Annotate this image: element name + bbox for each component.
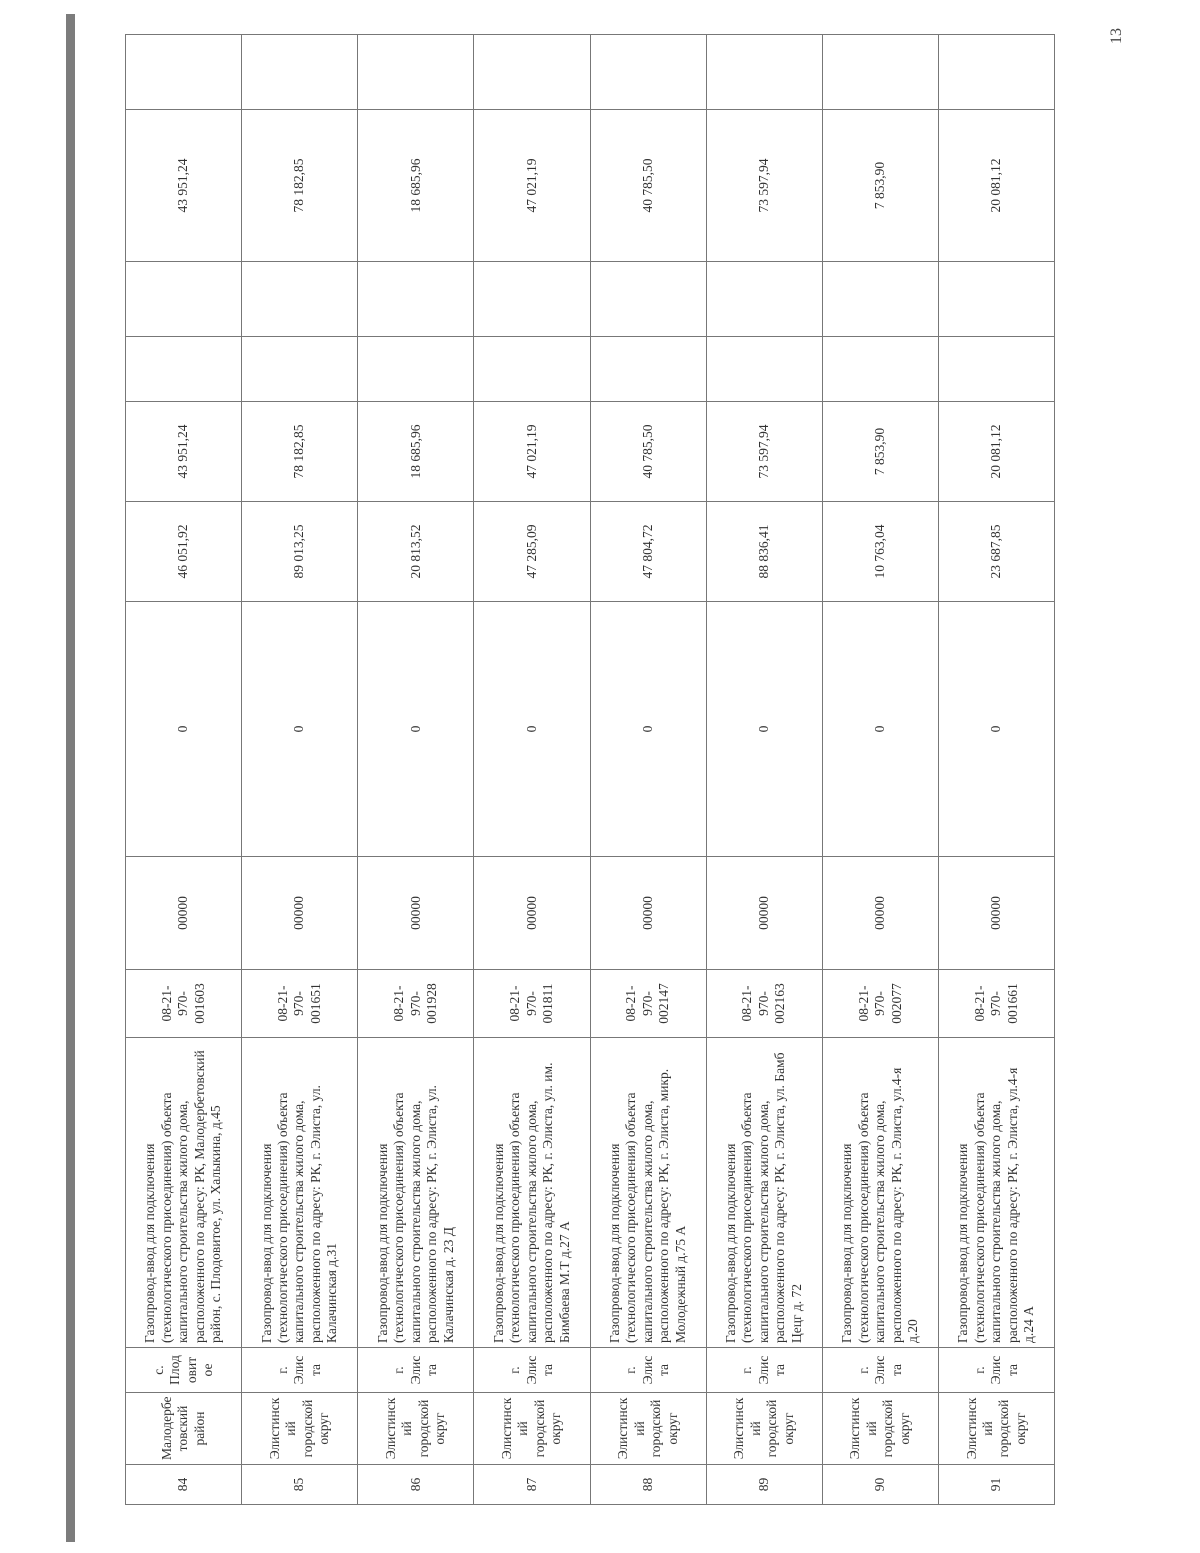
description-cell: Газопровод-ввод для подключения (технологического присоединения) объекта капитального строительства жилого дома, расположенного по адресу: РК, г. Элиста, ул.4-я д.20 (822, 1038, 938, 1348)
page-number: 13 (1108, 28, 1125, 44)
zero-cell: 0 (706, 602, 822, 857)
code-cell: 08-21- 970- 002147 (590, 970, 706, 1038)
table-row (242, 35, 358, 1505)
value-1-cell: 46 051,92 (126, 502, 242, 602)
zero-cell: 0 (358, 602, 474, 857)
row-number: 86 (358, 1465, 474, 1505)
value-3-cell (358, 337, 474, 402)
municipality-cell: Элистинск ий городской округ (938, 1393, 1054, 1465)
code-cell: 08-21- 970- 002077 (822, 970, 938, 1038)
table-row (822, 35, 938, 1505)
value-3-cell (242, 337, 358, 402)
value-2-cell: 7 853,90 (822, 402, 938, 502)
cadastral-cell: 00000 (474, 857, 590, 970)
value-6-cell (358, 35, 474, 110)
value-3-cell (474, 337, 590, 402)
value-4-cell (590, 262, 706, 337)
value-1-cell: 88 836,41 (706, 502, 822, 602)
zero-cell: 0 (822, 602, 938, 857)
value-6-cell (126, 35, 242, 110)
locality-cell: г. Элис та (358, 1348, 474, 1393)
description-cell: Газопровод-ввод для подключения (технологического присоединения) объекта капитального строительства жилого дома, расположенного по адресу: РК, г. Элиста, ул. Калачинская д.31 (242, 1038, 358, 1348)
code-cell: 08-21- 970- 001651 (242, 970, 358, 1038)
value-2-cell: 40 785,50 (590, 402, 706, 502)
table-row (590, 35, 706, 1505)
row-number: 85 (242, 1465, 358, 1505)
table-row (358, 35, 474, 1505)
value-2-cell: 20 081,12 (938, 402, 1054, 502)
value-1-cell: 47 285,09 (474, 502, 590, 602)
municipality-cell: Элистинск ий городской округ (590, 1393, 706, 1465)
row-number: 90 (822, 1465, 938, 1505)
locality-cell: г. Элис та (242, 1348, 358, 1393)
zero-cell: 0 (474, 602, 590, 857)
value-3-cell (706, 337, 822, 402)
value-1-cell: 10 763,04 (822, 502, 938, 602)
cadastral-cell: 00000 (358, 857, 474, 970)
municipality-cell: Элистинск ий городской округ (706, 1393, 822, 1465)
cadastral-cell: 00000 (126, 857, 242, 970)
value-4-cell (242, 262, 358, 337)
description-cell: Газопровод-ввод для подключения (технологического присоединения) объекта капитального строительства жилого дома, расположенного по адресу: РК, г. Элиста, микр. Молодежный д.75 А (590, 1038, 706, 1348)
code-cell: 08-21- 970- 001811 (474, 970, 590, 1038)
cadastral-cell: 00000 (938, 857, 1054, 970)
locality-cell: г. Элис та (474, 1348, 590, 1393)
value-4-cell (822, 262, 938, 337)
locality-cell: г. Элис та (938, 1348, 1054, 1393)
table-row (938, 35, 1054, 1505)
value-3-cell (590, 337, 706, 402)
value-5-cell: 40 785,50 (590, 110, 706, 262)
code-cell: 08-21- 970- 002163 (706, 970, 822, 1038)
value-5-cell: 73 597,94 (706, 110, 822, 262)
description-cell: Газопровод-ввод для подключения (технологического присоединения) объекта капитального строительства жилого дома, расположенного по адресу: РК, г. Элиста, ул. им. Бимбаева М.Т д.27 А (474, 1038, 590, 1348)
row-number: 89 (706, 1465, 822, 1505)
value-4-cell (126, 262, 242, 337)
scan-edge-bar (66, 14, 75, 1542)
table-row (474, 35, 590, 1505)
value-5-cell: 18 685,96 (358, 110, 474, 262)
code-cell: 08-21- 970- 001661 (938, 970, 1054, 1038)
cadastral-cell: 00000 (590, 857, 706, 970)
table-row (706, 35, 822, 1505)
value-4-cell (938, 262, 1054, 337)
value-3-cell (938, 337, 1054, 402)
row-number: 91 (938, 1465, 1054, 1505)
locality-cell: с. Плод овит ое (126, 1348, 242, 1393)
table-row (126, 35, 242, 1505)
value-2-cell: 43 951,24 (126, 402, 242, 502)
code-cell: 08-21- 970- 001603 (126, 970, 242, 1038)
value-1-cell: 89 013,25 (242, 502, 358, 602)
value-6-cell (474, 35, 590, 110)
value-6-cell (938, 35, 1054, 110)
cadastral-cell: 00000 (242, 857, 358, 970)
value-6-cell (242, 35, 358, 110)
value-4-cell (706, 262, 822, 337)
row-number: 84 (126, 1465, 242, 1505)
value-1-cell: 20 813,52 (358, 502, 474, 602)
cadastral-cell: 00000 (706, 857, 822, 970)
description-cell: Газопровод-ввод для подключения (технологического присоединения) объекта капитального строительства жилого дома, расположенного по адресу: РК, г. Элиста, ул. Калачинская д. 23 Д (358, 1038, 474, 1348)
municipality-cell: Элистинск ий городской округ (822, 1393, 938, 1465)
value-2-cell: 47 021,19 (474, 402, 590, 502)
description-cell: Газопровод-ввод для подключения (технологического присоединения) объекта капитального строительства жилого дома, расположенного по адресу: РК, Малодербетовский район, с. Плодовитое, ул. Халыкина, д.45 (126, 1038, 242, 1348)
description-cell: Газопровод-ввод для подключения (технологического присоединения) объекта капитального строительства жилого дома, расположенного по адресу: РК, г. Элиста, ул.4-я д.24 А (938, 1038, 1054, 1348)
value-2-cell: 18 685,96 (358, 402, 474, 502)
zero-cell: 0 (590, 602, 706, 857)
locality-cell: г. Элис та (822, 1348, 938, 1393)
locality-cell: г. Элис та (590, 1348, 706, 1393)
value-5-cell: 43 951,24 (126, 110, 242, 262)
value-5-cell: 20 081,12 (938, 110, 1054, 262)
value-5-cell: 78 182,85 (242, 110, 358, 262)
municipality-cell: Элистинск ий городской округ (242, 1393, 358, 1465)
value-3-cell (126, 337, 242, 402)
municipality-cell: Элистинск ий городской округ (358, 1393, 474, 1465)
municipality-cell: Малодербе товский район (126, 1393, 242, 1465)
row-number: 87 (474, 1465, 590, 1505)
value-4-cell (358, 262, 474, 337)
value-2-cell: 73 597,94 (706, 402, 822, 502)
gas-pipeline-table (125, 34, 1055, 1505)
zero-cell: 0 (938, 602, 1054, 857)
zero-cell: 0 (126, 602, 242, 857)
zero-cell: 0 (242, 602, 358, 857)
value-6-cell (706, 35, 822, 110)
value-1-cell: 47 804,72 (590, 502, 706, 602)
value-5-cell: 7 853,90 (822, 110, 938, 262)
value-3-cell (822, 337, 938, 402)
municipality-cell: Элистинск ий городской округ (474, 1393, 590, 1465)
rotated-table-sheet (125, 35, 1055, 1505)
value-5-cell: 47 021,19 (474, 110, 590, 262)
code-cell: 08-21- 970- 001928 (358, 970, 474, 1038)
value-1-cell: 23 687,85 (938, 502, 1054, 602)
value-6-cell (822, 35, 938, 110)
value-6-cell (590, 35, 706, 110)
row-number: 88 (590, 1465, 706, 1505)
value-4-cell (474, 262, 590, 337)
description-cell: Газопровод-ввод для подключения (технологического присоединения) объекта капитального строительства жилого дома, расположенного по адресу: РК, г. Элиста, ул. Бамб Цецг д. 72 (706, 1038, 822, 1348)
value-2-cell: 78 182,85 (242, 402, 358, 502)
cadastral-cell: 00000 (822, 857, 938, 970)
locality-cell: г. Элис та (706, 1348, 822, 1393)
